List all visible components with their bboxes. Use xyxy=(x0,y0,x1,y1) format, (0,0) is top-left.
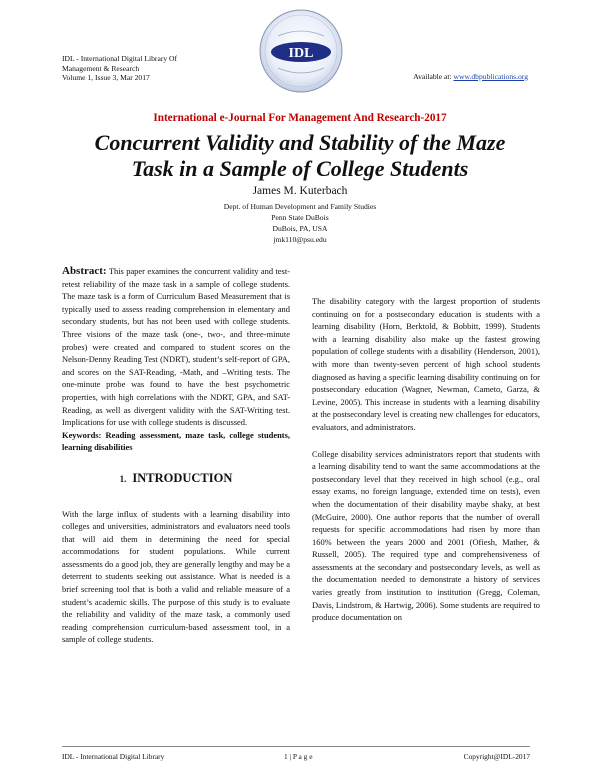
keywords-text: Reading assessment, maze task, college students, learning disabilities xyxy=(62,429,290,453)
author-email: jmk110@psu.edu xyxy=(273,235,327,244)
section-heading-introduction xyxy=(62,472,290,486)
right-column xyxy=(312,265,540,624)
author-affiliation xyxy=(0,201,600,245)
page-number: 1 | P a g e xyxy=(284,752,313,761)
idl-logo xyxy=(258,8,344,94)
affiliation-line: Penn State DuBois xyxy=(271,213,329,222)
intro-paragraph: With the large influx of students with a learning disability into colleges and universities, administrators and evaluators need tools that will aid them in determining the need for special accommodations for student populations. While current assessments do a good job, they are generally lengthy and may be a deterrent to students seeking out assistance. What is needed is a brief screening tool that is both a valid and reliable measure of a student’s academic skills. The purpose of this study is to evaluate the reliability and validity of the maze task, a commonly used reading comprehension curriculum-based assessment tool, in a sample of college students. xyxy=(62,508,290,645)
title-line: Concurrent Validity and Stability of the Maze xyxy=(94,130,506,155)
affiliation-line: DuBois, PA, USA xyxy=(272,224,328,233)
keywords-label: Keywords: xyxy=(62,429,102,440)
paper-title xyxy=(40,130,560,182)
footer-copyright: Copyright@IDL-2017 xyxy=(463,752,530,761)
abstract-text: This paper examines the concurrent validity and test-retest reliability of the maze task in a sample of college students. The maze task is a form of Curriculum Based Measurement that is typically used to assess reading comprehension in elementary and secondary students, but has not been used with college students. Three visions of the maze task (one-, two-, and three-minute probes) were created and compared to student scores on the Nelson-Denny Reading Test (NDRT), student’s self-report of GPA, and scores on the SAT-Reading, -Math, and –Writing tests. The one-minute probe was found to have the best psychometric properties, with high correlations with the NDRT, GPA, and SAT-Reading, as well as divergent validity with the SAT-Writing test. Implications for use with college students is discussed. xyxy=(62,266,290,428)
body-paragraph: The disability category with the largest proportion of students continuing on for a postsecondary education is students with a learning disability (Horn, Berktold, & Bobbitt, 1999). Students with a learning disability also make up the fastest growing population of college students with a disability (Henderson, 2001), with more than twenty-seven percent of high school students diagnosed as having a specific learning disability continuing on for postsecondary education (Wagner, Newman, Cameto, Garza, & Levine, 2005). This increase in students with a learning disability at the postsecondary level is creating new challenges for educators, evaluators, and administrators. xyxy=(312,296,540,432)
available-at xyxy=(413,72,528,81)
section-title: INTRODUCTION xyxy=(132,470,233,485)
logo-text: IDL xyxy=(288,46,314,61)
title-line: Task in a Sample of College Students xyxy=(131,156,469,181)
keywords xyxy=(62,429,290,454)
author-name: James M. Kuterbach xyxy=(252,185,348,197)
footer-divider xyxy=(62,746,530,747)
affiliation-line: Dept. of Human Development and Family Studies xyxy=(223,202,377,211)
section-number: 1. xyxy=(119,473,127,484)
publication-link[interactable]: www.dbpublications.org xyxy=(453,72,528,81)
journal-name: International e-Journal For Management And Research-2017 xyxy=(153,112,447,124)
header-line: Volume 1, Issue 3, Mar 2017 xyxy=(62,73,150,82)
abstract-label: Abstract: xyxy=(62,265,107,277)
header-journal-info xyxy=(62,54,222,83)
body-paragraph: College disability services administrators report that students with a learning disability tend to want the same accommodations at the postsecondary level that they received in high school (e.g., oral essay exams, no foreign language, extended time on tests), even when the documentation of their disability maybe shaky, at best (McGuire, 2000). One author reports that the number of overall requests for specific accommodations had risen by more than 160% between the years 2000 and 2001 (Ofiesh, Mather, & Russell, 2005). The required type and comprehensiveness of assessments at the secondary and postsecondary levels, as well as the documentation needed to demonstrate a history of services varies greatly from institution to institution (Gregg, Coleman, Davis, Lindstrom, & Hartwig, 2006). Some students are required to produce documentation on xyxy=(312,448,541,623)
abstract xyxy=(62,265,290,429)
header-line: Management & Research xyxy=(62,63,140,73)
available-label: Available at: xyxy=(413,72,454,81)
header-line: IDL - International Digital Library Of xyxy=(62,54,178,63)
footer-left: IDL - International Digital Library xyxy=(62,752,165,761)
left-column xyxy=(62,265,290,646)
